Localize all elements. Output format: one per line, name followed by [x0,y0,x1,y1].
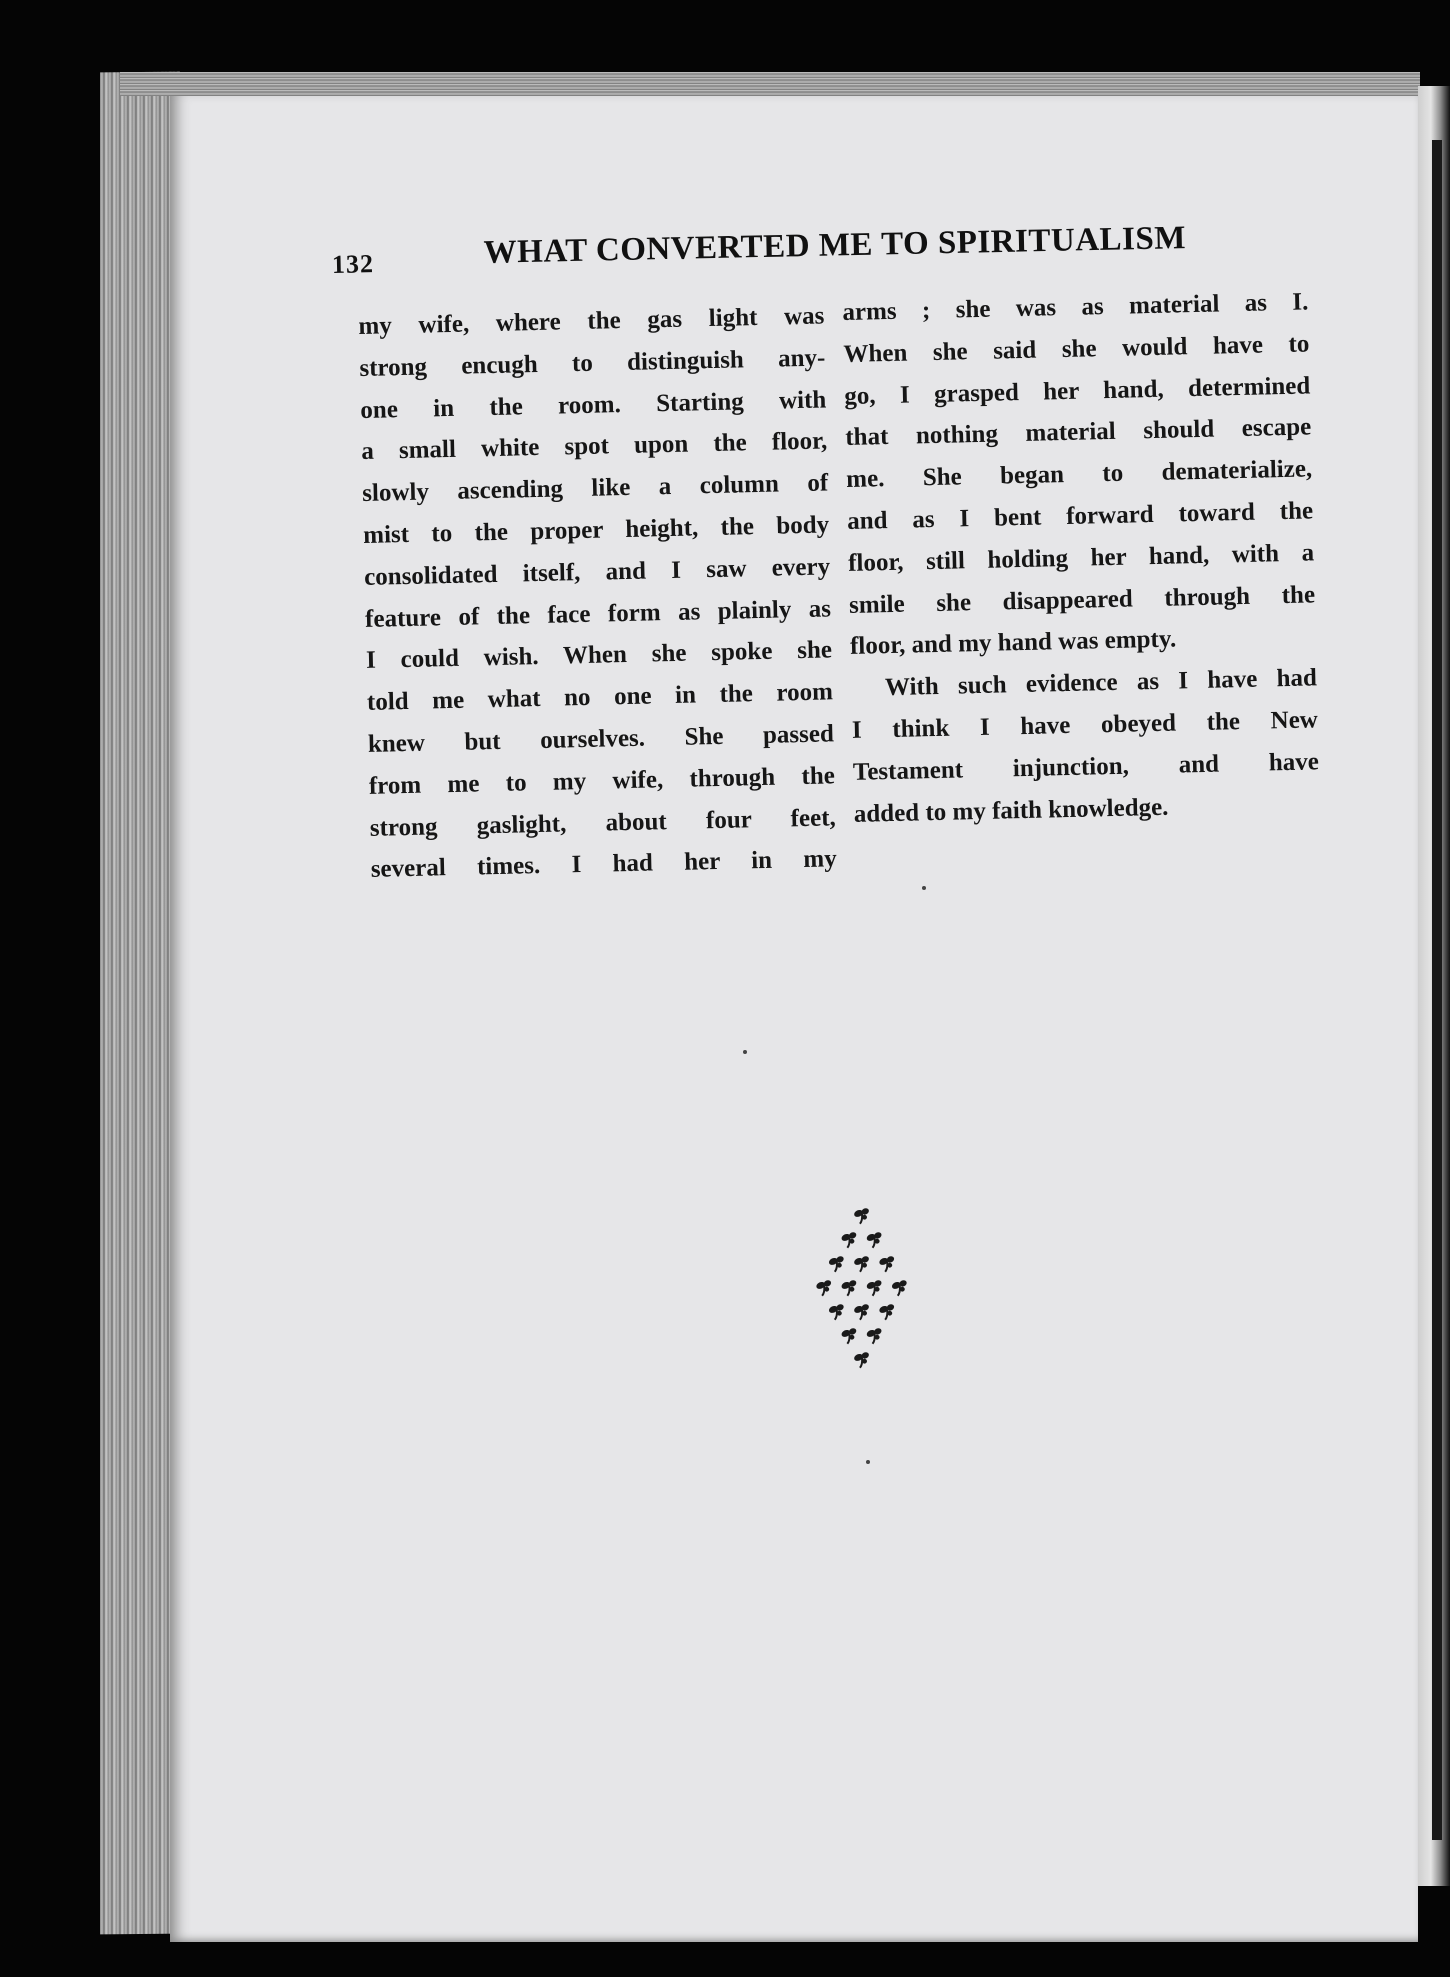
fleuron-mark [866,1230,885,1248]
text-line: and as I bent forward toward the [846,497,1314,535]
fleuron-mark [828,1302,847,1320]
fleuron-mark [840,1278,859,1296]
text-line: slowly ascending like a column of [361,469,829,508]
page-number: 132 [331,249,375,279]
text-line: feature of the face form as plainly as [364,594,832,633]
text-line: Testament injunction, and have [852,748,1320,786]
text-line: a small white spot upon the floor, [361,427,828,466]
text-line: When she said she would have to [843,330,1310,368]
text-line: my wife, where the gas light was [358,302,825,340]
text-line: added to my faith knowledge. [853,793,1169,828]
text-line: strong encugh to distinguish any- [359,344,826,382]
text-line: go, I grasped her hand, determined [844,371,1311,410]
fleuron-mark [840,1326,859,1344]
right-text-column [842,281,1320,835]
fleuron-mark [853,1254,872,1272]
text-line: floor, still holding her hand, with a [847,539,1315,577]
text-line: smile she disappeared through the [848,580,1316,619]
text-line: I think I have obeyed the New [851,706,1319,744]
text-line: from me to my wife, through the [368,762,836,800]
fleuron-mark [866,1326,885,1344]
text-line: one in the room. Starting with [360,385,827,424]
paper-speck [922,886,926,890]
fleuron-diamond-icon [772,1200,952,1380]
fleuron-mark [878,1254,897,1272]
text-line: me. She began to dematerialize, [845,455,1313,494]
page-edges-left [100,72,180,1935]
gutter-shadow [1432,140,1442,1840]
fleuron-mark [853,1350,872,1368]
text-line: told me what no one in the room [366,678,834,717]
text-line: consolidated itself, and I saw every [363,553,831,591]
fleuron-mark [853,1206,872,1224]
running-title: WHAT CONVERTED ME TO SPIRITUALISM [483,220,1187,271]
text-line: strong gaslight, about four feet, [369,803,837,842]
text-line: I could wish. When she spoke she [365,636,833,675]
text-line: mist to the proper height, the body [362,511,830,549]
fleuron-mark [840,1230,859,1248]
fleuron-mark [853,1302,872,1320]
fleuron-mark [815,1278,834,1296]
fleuron-mark [828,1254,847,1272]
paper-speck [743,1050,747,1054]
fleuron-mark [891,1278,910,1296]
text-line: arms ; she was as material as I. [842,288,1309,326]
text-line: several times. I had her in my [370,845,837,884]
page-edges-top [120,72,1420,96]
text-line: floor, and my hand was empty. [849,625,1177,661]
text-line: knew but ourselves. She passed [367,720,835,758]
left-text-column [358,295,837,891]
text-line: With such evidence as I have had [884,664,1318,702]
paper-speck [866,1460,870,1464]
fleuron-mark [878,1302,897,1320]
fleuron-mark [866,1278,885,1296]
text-line: that nothing material should escape [845,413,1312,452]
